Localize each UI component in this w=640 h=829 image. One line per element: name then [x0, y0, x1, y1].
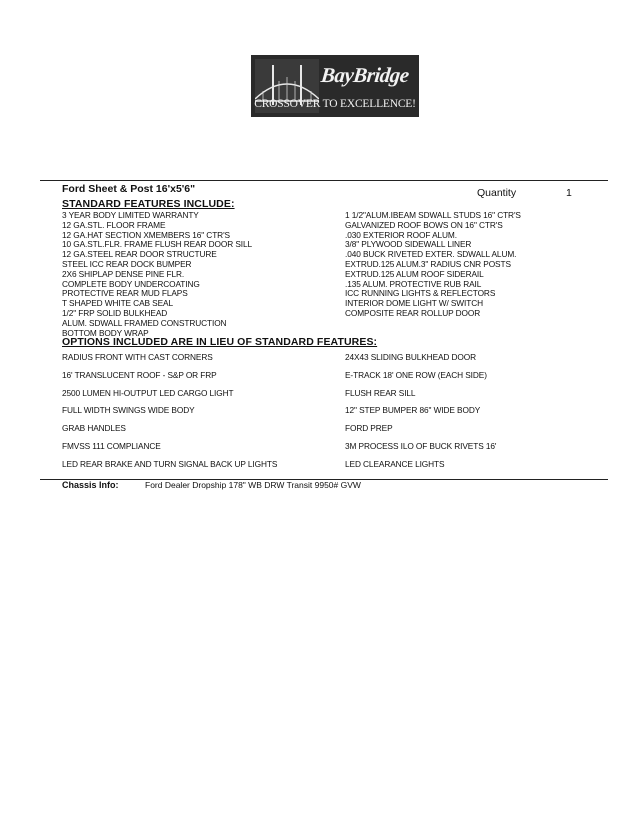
list-item: 1/2" FRP SOLID BULKHEAD	[62, 307, 168, 318]
list-item: FORD PREP	[345, 423, 393, 434]
quantity-value: 1	[566, 187, 572, 199]
list-item: T SHAPED WHITE CAB SEAL	[62, 298, 173, 309]
quantity-label: Quantity	[477, 187, 517, 199]
list-item: GALVANIZED ROOF BOWS ON 16" CTR'S	[345, 219, 503, 230]
list-item: FULL WIDTH SWINGS WIDE BODY	[62, 405, 195, 416]
standard-features-left-list	[62, 211, 252, 338]
list-item: 16' TRANSLUCENT ROOF - S&P OR FRP	[62, 369, 217, 380]
list-item: BOTTOM BODY WRAP	[62, 327, 149, 338]
list-item: ALUM. SDWALL FRAMED CONSTRUCTION	[62, 317, 227, 328]
page-title: Ford Sheet & Post 16'x5'6"	[62, 183, 196, 195]
list-item: 12 GA.STL. FLOOR FRAME	[62, 219, 166, 230]
list-item: 24X43 SLIDING BULKHEAD DOOR	[345, 352, 477, 362]
list-item: FMVSS 111 COMPLIANCE	[62, 440, 161, 451]
list-item: RADIUS FRONT WITH CAST CORNERS	[62, 352, 213, 362]
list-item: 12" STEP BUMPER 86" WIDE BODY	[345, 405, 481, 416]
list-item: LED CLEARANCE LIGHTS	[345, 458, 445, 469]
baybridge-logo	[251, 55, 419, 117]
list-item: FLUSH REAR SILL	[345, 387, 416, 398]
list-item: .135 ALUM. PROTECTIVE RUB RAIL	[345, 278, 482, 289]
list-item: INTERIOR DOME LIGHT W/ SWITCH	[345, 298, 483, 309]
top-divider	[40, 180, 608, 181]
options-left-list	[62, 353, 292, 478]
standard-features-right-list	[345, 211, 521, 319]
list-item: STEEL ICC REAR DOCK BUMPER	[62, 258, 192, 269]
list-item: EXTRUD.125 ALUM ROOF SIDERAIL	[345, 268, 484, 279]
logo-brand: BayBridge	[319, 63, 410, 87]
list-item: 12 GA.HAT SECTION XMEMBERS 16" CTR'S	[62, 229, 230, 240]
list-item: GRAB HANDLES	[62, 423, 126, 434]
list-item: PROTECTIVE REAR MUD FLAPS	[62, 288, 188, 299]
list-item: ICC RUNNING LIGHTS & REFLECTORS	[345, 288, 496, 299]
list-item: 2500 LUMEN HI-OUTPUT LED CARGO LIGHT	[62, 387, 234, 398]
list-item: LED REAR BRAKE AND TURN SIGNAL BACK UP LIGHTS	[62, 458, 278, 469]
list-item: 1 1/2"ALUM.IBEAM SDWALL STUDS 16" CTR'S	[345, 210, 521, 220]
list-item: .040 BUCK RIVETED EXTER. SDWALL ALUM.	[345, 249, 517, 260]
options-heading: OPTIONS INCLUDED ARE IN LIEU OF STANDARD FEATURES:	[62, 336, 378, 348]
list-item: COMPOSITE REAR ROLLUP DOOR	[345, 307, 481, 318]
list-item: 3/8" PLYWOOD SIDEWALL LINER	[345, 239, 472, 250]
logo-tagline: CROSSOVER TO EXCELLENCE!	[254, 98, 416, 110]
list-item: COMPLETE BODY UNDERCOATING	[62, 278, 200, 289]
list-item: .030 EXTERIOR ROOF ALUM.	[345, 229, 457, 240]
options-right-list	[345, 353, 496, 478]
list-item: 2X6 SHIPLAP DENSE PINE FLR.	[62, 268, 185, 279]
list-item: 3 YEAR BODY LIMITED WARRANTY	[62, 210, 199, 220]
list-item: 3M PROCESS ILO OF BUCK RIVETS 16'	[345, 440, 497, 451]
list-item: 10 GA.STL.FLR. FRAME FLUSH REAR DOOR SILL	[62, 239, 253, 250]
list-item: 12 GA.STEEL REAR DOOR STRUCTURE	[62, 249, 217, 260]
chassis-info-value: Ford Dealer Dropship 178" WB DRW Transit 9950# GVW	[145, 480, 361, 490]
list-item: E-TRACK 18' ONE ROW (EACH SIDE)	[345, 369, 487, 380]
list-item: EXTRUD.125 ALUM.3" RADIUS CNR POSTS	[345, 258, 511, 269]
standard-features-heading: STANDARD FEATURES INCLUDE:	[62, 198, 235, 210]
chassis-info-label: Chassis Info:	[62, 480, 119, 490]
